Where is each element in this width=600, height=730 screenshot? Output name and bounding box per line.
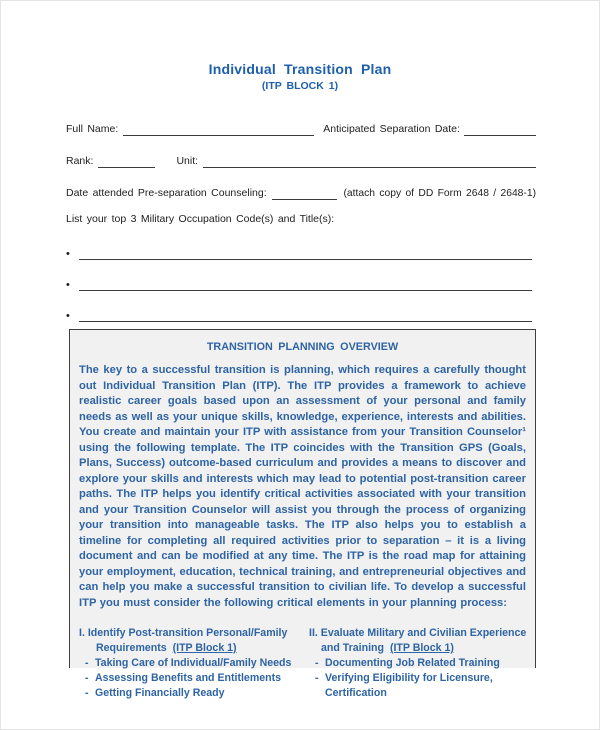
overview-box: [69, 329, 536, 699]
counseling-note: (attach copy of DD Form 2648 / 2648-1): [343, 188, 536, 199]
column2-title: Evaluate Military and Civilian Experience: [320, 627, 527, 639]
overview-column-1: [79, 626, 309, 701]
column2-itp-block-ref: (ITP Block 1): [389, 642, 454, 654]
column2-title-cont: and Training: [321, 642, 384, 654]
list-item-label: Taking Care of Individual/Family Needs: [95, 657, 292, 669]
list-item-label: Documenting Job Related Training: [325, 657, 500, 669]
list-item: [309, 671, 526, 701]
dash-marker: -: [85, 657, 89, 669]
moc-entry-field-2[interactable]: [79, 277, 532, 291]
overview-heading: TRANSITION PLANNING OVERVIEW: [206, 341, 399, 353]
moc-entry-field-1[interactable]: [79, 246, 532, 260]
unit-label: Unit:: [176, 155, 199, 167]
column1-heading-line2: [79, 641, 309, 656]
moc-entry-row: [66, 308, 532, 322]
bullet-icon: •: [66, 310, 70, 322]
moc-entry-field-3[interactable]: [79, 308, 532, 322]
column1-numeral: I.: [79, 627, 85, 639]
form-row-counseling: [66, 186, 536, 200]
list-item: [79, 686, 309, 701]
list-item-label: Getting Financially Ready: [95, 687, 225, 699]
moc-entry-row: [66, 246, 532, 260]
dash-marker: -: [85, 687, 89, 699]
moc-instruction: List your top 3 Military Occupation Code(s) and Title(s):: [66, 213, 335, 225]
column1-title-cont: Requirements: [96, 642, 167, 654]
bullet-icon: •: [66, 248, 70, 260]
full-name-field[interactable]: [123, 122, 314, 136]
column2-heading-line2: [309, 641, 526, 656]
list-item: [309, 656, 526, 671]
column1-itp-block-ref: (ITP Block 1): [172, 642, 237, 654]
separation-date-label: Anticipated Separation Date:: [323, 123, 460, 135]
overview-columns: [79, 626, 526, 701]
page-subtitle: (ITP BLOCK 1): [261, 80, 339, 92]
full-name-label: Full Name:: [66, 123, 119, 135]
moc-entry-row: [66, 277, 532, 291]
rank-label: Rank:: [66, 155, 94, 167]
dash-marker: -: [315, 672, 319, 684]
column1-heading: [79, 626, 309, 641]
bullet-icon: •: [66, 279, 70, 291]
column2-numeral: II.: [309, 627, 318, 639]
unit-field[interactable]: [203, 154, 536, 168]
list-item: [79, 656, 309, 671]
column1-title: Identify Post-transition Personal/Family: [87, 627, 288, 639]
counseling-date-field[interactable]: [272, 186, 337, 200]
dash-marker: -: [85, 672, 89, 684]
overview-paragraph: The key to a successful transition is planning, which requires a carefully thought out Individual Transition Plan (ITP). The ITP provides a framework to achieve realistic career goals based upon an assessment of your personal and family needs as well as your unique skills, knowledge, experience, interests and abilities. You create and maintain your ITP with assistance from your Transition Counselor¹ using the following template. The ITP coincides with the Transition GPS (Goals, Plans, Success) outcome-based curriculum and provides a means to discover and explore your skills and interests which may lead to potential post-transition career paths. The ITP helps you identify critical activities associated with your transition and your Transition Counselor will assist you through the process of organizing your transition into manageable tasks. The ITP also helps you to establish a timeline for completing all required activities prior to separation – it is a living document and can be modified at any time. The ITP is the road map for attaining your employment, education, technical training, and entrepreneurial objectives and can help you make a successful transition to civilian life. To develop a successful ITP you must consider the following critical elements in your planning process:: [79, 364, 526, 609]
list-item-label: Assessing Benefits and Entitlements: [95, 672, 282, 684]
list-item: [79, 671, 309, 686]
form-row-rank-unit: [66, 154, 536, 168]
counseling-label: Date attended Pre-separation Counseling:: [66, 187, 267, 199]
column2-heading: [309, 626, 526, 641]
rank-field[interactable]: [98, 154, 155, 168]
form-row-name-date: [66, 122, 536, 136]
overview-column-2: [309, 626, 526, 701]
dash-marker: -: [315, 657, 319, 669]
separation-date-field[interactable]: [464, 122, 536, 136]
document-header: [1, 61, 599, 92]
moc-list: [66, 246, 532, 339]
page-title: Individual Transition Plan: [208, 61, 392, 77]
list-item-label: Verifying Eligibility for Licensure, Certification: [325, 672, 493, 699]
